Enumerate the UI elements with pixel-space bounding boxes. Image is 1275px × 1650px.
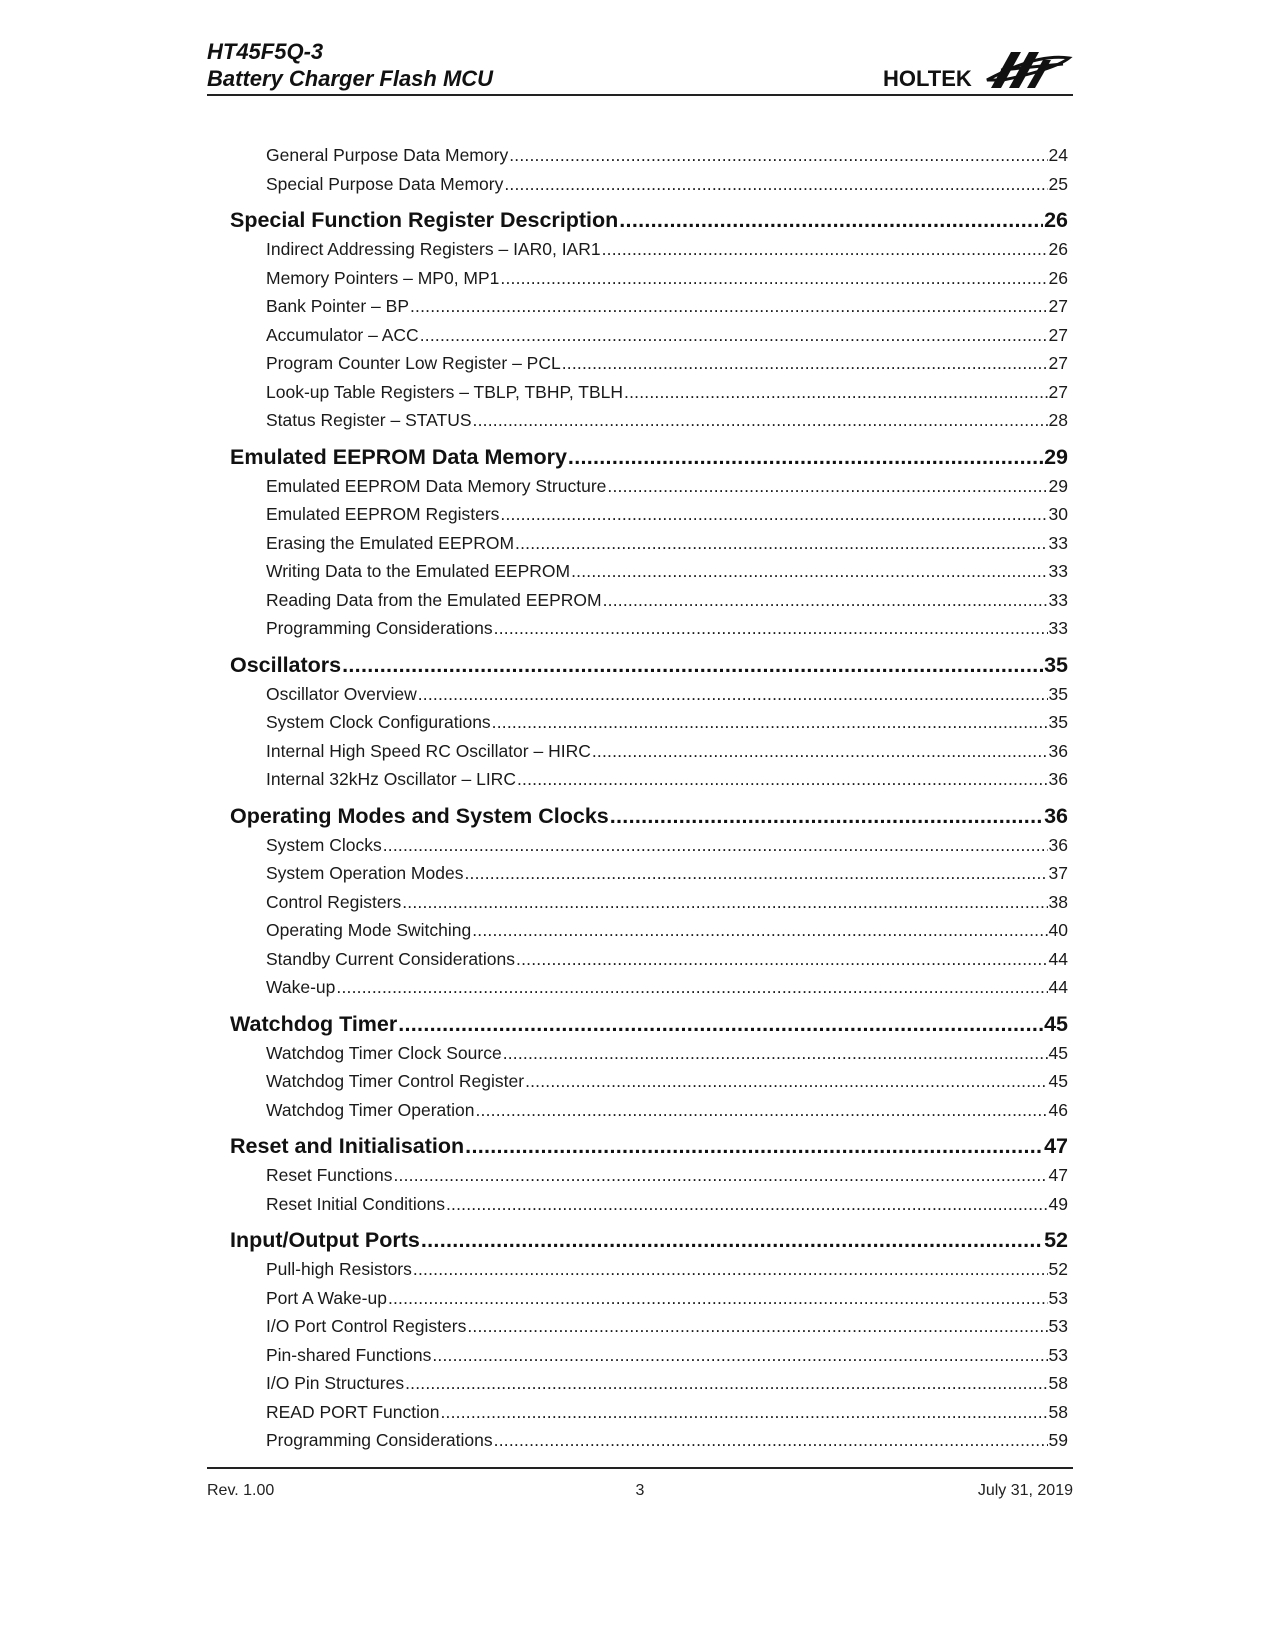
toc-entry-page: 47 [1048, 1165, 1068, 1185]
toc-dot-leader [515, 529, 1048, 558]
toc-dot-leader [405, 1369, 1047, 1398]
toc-dot-leader [475, 1096, 1047, 1125]
toc-subsection-entry[interactable] [230, 1190, 1068, 1219]
toc-entry-title: Reset and Initialisation [230, 1134, 465, 1158]
toc-dot-leader [517, 765, 1048, 794]
toc-entry-title: Look-up Table Registers – TBLP, TBHP, TBLH [266, 381, 624, 402]
toc-dot-leader [500, 264, 1047, 293]
toc-entry-page: 45 [1048, 1071, 1068, 1091]
toc-entry-page: 44 [1048, 977, 1068, 997]
toc-entry-title: Operating Mode Switching [266, 920, 472, 940]
toc-entry-page: 26 [1048, 239, 1068, 259]
toc-dot-leader [624, 378, 1048, 407]
toc-entry-page: 28 [1048, 410, 1068, 430]
toc-dot-leader [516, 945, 1048, 974]
toc-subsection-entry[interactable] [230, 472, 1068, 501]
toc-subsection-entry[interactable] [230, 708, 1068, 737]
toc-entry-page: 59 [1048, 1430, 1068, 1450]
table-of-contents [230, 141, 1068, 1455]
toc-entry-title: Indirect Addressing Registers – IAR0, IAR1 [266, 239, 601, 259]
toc-dot-leader [500, 500, 1047, 529]
toc-entry-page: 33 [1048, 561, 1068, 581]
toc-entry-title: Pin-shared Functions [266, 1344, 432, 1365]
toc-entry-page: 24 [1048, 145, 1068, 165]
toc-entry-page: 46 [1048, 1099, 1068, 1120]
toc-subsection-entry[interactable] [230, 680, 1068, 709]
toc-subsection-entry[interactable] [230, 1398, 1068, 1427]
toc-entry-title: Wake-up [266, 977, 336, 997]
toc-entry-page: 27 [1048, 353, 1068, 373]
toc-entry-title: Status Register – STATUS [266, 410, 472, 430]
toc-dot-leader [342, 650, 1043, 680]
toc-entry-title: Internal 32kHz Oscillator – LIRC [266, 769, 516, 789]
toc-section-entry[interactable] [230, 1009, 1068, 1039]
toc-subsection-entry[interactable] [230, 264, 1068, 293]
toc-dot-leader [440, 1398, 1047, 1427]
toc-entry-title: Accumulator – ACC [266, 324, 419, 345]
toc-entry-page: 38 [1048, 891, 1068, 912]
toc-subsection-entry[interactable] [230, 529, 1068, 558]
toc-subsection-entry[interactable] [230, 292, 1068, 321]
toc-dot-leader [610, 801, 1043, 831]
toc-entry-title: Input/Output Ports [230, 1228, 420, 1252]
toc-dot-leader [388, 1284, 1048, 1313]
toc-entry-title: Watchdog Timer Control Register [266, 1071, 525, 1091]
toc-entry-title: Watchdog Timer [230, 1011, 398, 1036]
toc-subsection-entry[interactable] [230, 1426, 1068, 1455]
header-divider [207, 94, 1073, 96]
toc-entry-page: 33 [1048, 532, 1068, 553]
document-title [207, 38, 493, 92]
toc-dot-leader [402, 888, 1047, 917]
toc-subsection-entry[interactable] [230, 916, 1068, 945]
toc-entry-page: 35 [1048, 683, 1068, 704]
toc-subsection-entry[interactable] [230, 557, 1068, 586]
logo-text: HOLTEK [883, 66, 972, 91]
toc-entry-page: 29 [1044, 444, 1068, 469]
toc-entry-title: Reading Data from the Emulated EEPROM [266, 589, 602, 610]
toc-dot-leader [398, 1009, 1043, 1039]
toc-entry-page: 40 [1048, 920, 1068, 940]
toc-dot-leader [494, 1426, 1048, 1455]
toc-subsection-entry[interactable] [230, 1255, 1068, 1284]
toc-section-entry[interactable] [230, 801, 1068, 831]
toc-entry-title: I/O Port Control Registers [266, 1316, 467, 1336]
toc-subsection-entry[interactable] [230, 1369, 1068, 1398]
toc-dot-leader [504, 170, 1047, 199]
toc-entry-page: 52 [1048, 1259, 1068, 1279]
toc-entry-title: Pull-high Resistors [266, 1259, 412, 1279]
toc-entry-title: Programming Considerations [266, 618, 493, 638]
toc-subsection-entry[interactable] [230, 1341, 1068, 1370]
toc-entry-title: System Clock Configurations [266, 712, 491, 732]
toc-entry-page: 25 [1048, 173, 1068, 194]
toc-section-entry[interactable] [230, 442, 1068, 472]
toc-dot-leader [336, 973, 1047, 1002]
toc-entry-page: 27 [1048, 324, 1068, 345]
toc-entry-page: 45 [1048, 1042, 1068, 1063]
toc-dot-leader [413, 1255, 1048, 1284]
toc-entry-title: Program Counter Low Register – PCL [266, 353, 561, 373]
toc-entry-page: 36 [1048, 740, 1068, 761]
toc-subsection-entry[interactable] [230, 349, 1068, 378]
toc-subsection-entry[interactable] [230, 141, 1068, 170]
toc-dot-leader [503, 1039, 1048, 1068]
toc-entry-title: Watchdog Timer Clock Source [266, 1042, 502, 1063]
toc-subsection-entry[interactable] [230, 1161, 1068, 1190]
revision-label: Rev. 1.00 [207, 1482, 275, 1499]
toc-entry-page: 45 [1044, 1011, 1068, 1036]
toc-subsection-entry[interactable] [230, 1096, 1068, 1125]
toc-dot-leader [472, 916, 1047, 945]
toc-dot-leader [446, 1190, 1048, 1219]
toc-subsection-entry[interactable] [230, 614, 1068, 643]
toc-subsection-entry[interactable] [230, 406, 1068, 435]
toc-subsection-entry[interactable] [230, 1284, 1068, 1313]
toc-dot-leader [432, 1341, 1047, 1370]
toc-dot-leader [602, 235, 1048, 264]
toc-dot-leader [421, 1225, 1043, 1255]
toc-entry-title: READ PORT Function [266, 1401, 440, 1422]
toc-entry-page: 35 [1044, 652, 1068, 677]
toc-entry-title: Oscillator Overview [266, 683, 417, 704]
toc-section-entry[interactable] [230, 1225, 1068, 1255]
toc-subsection-entry[interactable] [230, 378, 1068, 407]
toc-entry-title: I/O Pin Structures [266, 1373, 405, 1393]
toc-entry-page: 58 [1048, 1401, 1068, 1422]
part-number: HT45F5Q-3 [207, 39, 324, 64]
toc-entry-title: Control Registers [266, 891, 402, 912]
footer-divider [207, 1467, 1073, 1469]
toc-dot-leader [473, 406, 1048, 435]
toc-subsection-entry[interactable] [230, 321, 1068, 350]
page-number: 3 [635, 1482, 645, 1499]
toc-subsection-entry[interactable] [230, 737, 1068, 766]
toc-entry-page: 37 [1048, 863, 1068, 883]
toc-dot-leader [393, 1161, 1047, 1190]
toc-entry-title: Programming Considerations [266, 1430, 493, 1450]
toc-entry-page: 33 [1048, 589, 1068, 610]
toc-dot-leader [619, 205, 1043, 235]
toc-entry-title: Special Purpose Data Memory [266, 173, 504, 194]
toc-dot-leader [562, 349, 1048, 378]
toc-dot-leader [464, 859, 1047, 888]
toc-entry-title: Operating Modes and System Clocks [230, 803, 609, 828]
toc-entry-page: 36 [1048, 769, 1068, 789]
toc-entry-page: 36 [1044, 803, 1068, 828]
toc-entry-title: Standby Current Considerations [266, 948, 516, 969]
toc-entry-page: 58 [1048, 1373, 1068, 1393]
toc-entry-title: Special Function Register Description [230, 208, 619, 232]
toc-subsection-entry[interactable] [230, 1067, 1068, 1096]
toc-dot-leader [420, 321, 1048, 350]
toc-dot-leader [509, 141, 1047, 170]
toc-entry-title: Writing Data to the Emulated EEPROM [266, 561, 571, 581]
toc-entry-page: 36 [1048, 834, 1068, 855]
toc-entry-page: 26 [1044, 208, 1068, 232]
toc-subsection-entry[interactable] [230, 235, 1068, 264]
toc-subsection-entry[interactable] [230, 945, 1068, 974]
toc-subsection-entry[interactable] [230, 859, 1068, 888]
toc-dot-leader [418, 680, 1048, 709]
toc-section-entry[interactable] [230, 205, 1068, 235]
toc-subsection-entry[interactable] [230, 888, 1068, 917]
toc-entry-title: Emulated EEPROM Data Memory Structure [266, 475, 607, 496]
product-description: Battery Charger Flash MCU [207, 66, 494, 91]
toc-entry-page: 35 [1048, 712, 1068, 732]
toc-entry-title: Reset Functions [266, 1165, 393, 1185]
toc-subsection-entry[interactable] [230, 973, 1068, 1002]
toc-entry-title: Bank Pointer – BP [266, 296, 409, 316]
page-header [207, 36, 1073, 96]
toc-dot-leader [492, 708, 1048, 737]
toc-entry-title: Erasing the Emulated EEPROM [266, 532, 515, 553]
toc-subsection-entry[interactable] [230, 170, 1068, 199]
toc-section-entry[interactable] [230, 1131, 1068, 1161]
toc-dot-leader [571, 557, 1047, 586]
toc-entry-page: 30 [1048, 504, 1068, 524]
toc-dot-leader [467, 1312, 1047, 1341]
toc-entry-title: Internal High Speed RC Oscillator – HIRC [266, 740, 591, 761]
toc-entry-title: Port A Wake-up [266, 1287, 387, 1308]
toc-entry-page: 27 [1048, 296, 1068, 316]
toc-entry-page: 52 [1044, 1228, 1068, 1252]
toc-entry-title: Oscillators [230, 652, 342, 677]
toc-dot-leader [494, 614, 1048, 643]
holtek-logo [883, 36, 1073, 94]
toc-entry-title: General Purpose Data Memory [266, 145, 509, 165]
toc-subsection-entry[interactable] [230, 586, 1068, 615]
toc-subsection-entry[interactable] [230, 500, 1068, 529]
toc-dot-leader [525, 1067, 1047, 1096]
toc-entry-page: 53 [1048, 1316, 1068, 1336]
toc-subsection-entry[interactable] [230, 765, 1068, 794]
toc-entry-title: Memory Pointers – MP0, MP1 [266, 267, 500, 288]
toc-dot-leader [410, 292, 1048, 321]
toc-section-entry[interactable] [230, 650, 1068, 680]
toc-dot-leader [592, 737, 1048, 766]
toc-entry-title: Watchdog Timer Operation [266, 1099, 475, 1120]
toc-entry-page: 26 [1048, 267, 1068, 288]
toc-dot-leader [568, 442, 1043, 472]
toc-entry-title: System Operation Modes [266, 863, 464, 883]
toc-dot-leader [383, 831, 1048, 860]
toc-entry-page: 27 [1048, 381, 1068, 402]
toc-dot-leader [607, 472, 1047, 501]
toc-entry-page: 53 [1048, 1287, 1068, 1308]
toc-entry-title: Emulated EEPROM Data Memory [230, 444, 567, 469]
toc-dot-leader [465, 1131, 1043, 1161]
toc-entry-title: Reset Initial Conditions [266, 1193, 445, 1214]
toc-dot-leader [603, 586, 1048, 615]
toc-subsection-entry[interactable] [230, 1312, 1068, 1341]
toc-entry-title: Emulated EEPROM Registers [266, 504, 500, 524]
toc-subsection-entry[interactable] [230, 831, 1068, 860]
toc-entry-page: 47 [1044, 1134, 1068, 1158]
toc-subsection-entry[interactable] [230, 1039, 1068, 1068]
toc-entry-page: 49 [1048, 1193, 1068, 1214]
page-footer [207, 1482, 1073, 1506]
toc-entry-page: 33 [1048, 618, 1068, 638]
toc-entry-page: 44 [1048, 948, 1068, 969]
release-date: July 31, 2019 [977, 1482, 1073, 1499]
toc-entry-page: 29 [1048, 475, 1068, 496]
toc-entry-page: 53 [1048, 1344, 1068, 1365]
toc-entry-title: System Clocks [266, 834, 382, 855]
